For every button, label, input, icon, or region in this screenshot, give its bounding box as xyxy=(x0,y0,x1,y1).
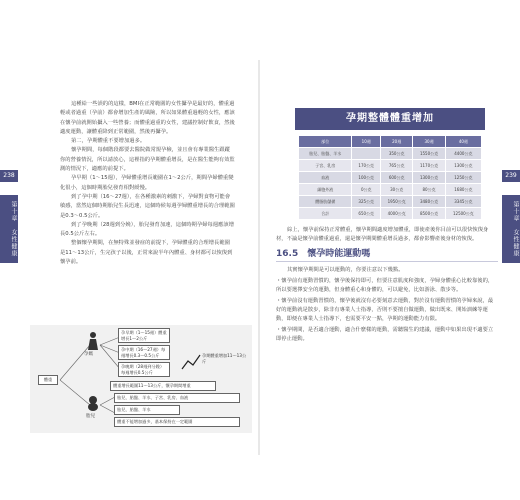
diagram-mid-node: 體重增長範圍11～13公斤，懷孕期間增重 xyxy=(110,381,216,391)
right-page-number: 239 xyxy=(502,170,520,182)
intro-paragraph: 其實懷孕期間是可以運動的，你要注意以下幾點。 xyxy=(287,267,404,273)
table-cell: 血液 xyxy=(299,172,352,184)
table-cell: 3345公克 xyxy=(445,196,481,208)
pregnant-woman-icon xyxy=(86,331,100,351)
baby-label: 胎兒 xyxy=(86,414,95,419)
paragraph: 到了孕中期（16～27週），在各種激素的刺激下，孕婦對食物可能會敏感，當然這個時期胎兒生長迅速，這個時候每週孕婦體重增長的合理範圍是0.3～0.5公斤。 xyxy=(60,193,235,219)
data-table xyxy=(298,135,482,220)
table-cell: 細胞外液 xyxy=(299,184,352,196)
left-chapter-tab: 第十章 女性健康 xyxy=(0,195,18,263)
table-cell: 1250公克 xyxy=(445,172,481,184)
table-header-row xyxy=(299,136,482,148)
table-cell: 體脂肪儲備 xyxy=(299,196,352,208)
table-cell: 12500公克 xyxy=(445,208,481,220)
paragraph: 到了孕晚期（28週到分娩），胎兒發育加速，這個時期孕婦每週應該增長0.5公斤左右。 xyxy=(60,221,234,238)
mother-label: 孕媽 xyxy=(84,352,93,357)
table-cell: 1170公克 xyxy=(413,160,445,172)
diagram-node: 孕晚期（28週到分娩）每週增長0.5公斤 xyxy=(118,362,170,377)
table-cell: 30公克 xyxy=(380,184,412,196)
table-header: 30週 xyxy=(413,136,445,148)
table-cell: 子宮、乳房 xyxy=(299,160,352,172)
table-cell xyxy=(352,148,380,160)
left-page-number: 238 xyxy=(0,170,18,182)
weight-gain-diagram xyxy=(30,325,252,433)
paragraph: 這種給一些誤的的這樣，BMI在正常範圍的女性攝孕是最好的，體重過輕或者過重（孕前）都會增加生產的風險，所以如果體重過輕的女性，應該在懷孕前就開始攝入一些營養；而體重過重的女性，建議控制好飲食，然後適度運動，讓體重降到正常範圍，然後再攝孕。 xyxy=(60,101,235,135)
book-gutter xyxy=(258,60,260,455)
table-row xyxy=(299,172,482,184)
table-cell: 1550公克 xyxy=(413,148,445,160)
heading-underline xyxy=(276,261,498,262)
table-header: 10週 xyxy=(352,136,380,148)
left-text-block xyxy=(60,100,235,267)
table-cell: 650公克 xyxy=(352,208,380,220)
table-cell: 80公克 xyxy=(413,184,445,196)
summary-paragraph-block xyxy=(276,226,498,246)
table-cell: 1950公克 xyxy=(380,196,412,208)
table-cell: 170公克 xyxy=(352,160,380,172)
weight-gain-table xyxy=(295,108,485,225)
right-chapter-tab: 第十章 女性健康 xyxy=(502,195,520,263)
table-cell: 765公克 xyxy=(380,160,412,172)
paragraph: 懷孕期間，每個階段都要去醫院做常規孕檢，並且會有專業醫生跟蹤你的營養情況，所以請放心，這裡指的孕期體重增長，是在醫生能夠有效監測的情況下，適應的前提下。 xyxy=(60,147,235,173)
table-cell: 350公克 xyxy=(380,148,412,160)
exercise-point: ・懷孕期間，是否適合運動，適合什麼樣的運動，需聽醫生的建議，運動中如果出現不適要立即停止運動。 xyxy=(276,327,494,342)
diagram-node: 孕早期（1～15週）體重增長1～2公斤 xyxy=(118,328,170,343)
table-cell: 1680公克 xyxy=(445,184,481,196)
table-header: 20週 xyxy=(380,136,412,148)
paragraph: 第二，孕期體重不要增加過多。 xyxy=(71,138,146,145)
table-cell: 325公克 xyxy=(352,196,380,208)
table-row xyxy=(299,160,482,172)
table-cell: 600公克 xyxy=(380,172,412,184)
diagram-node: 體重不能增加過多，基本保持在一定範圍 xyxy=(114,417,240,427)
diagram-sum-label: 孕期體重增加11～13公斤 xyxy=(202,353,247,364)
section-heading: 16.5 懷孕時能運動嗎 xyxy=(276,249,371,259)
paragraph: 整個懷孕期間，在無特殊並發症的前提下，孕婦體重的合理增長範圍是11～13公斤，生完孩子以後，正常來說半年內體重、身材都可以恢復到懷孕前。 xyxy=(60,240,233,266)
exercise-point: ・懷孕前有運動習慣的，懷孕後保持即可，但要注意肌度和強度，孕婦身體重心比較靠後的，所以要選擇安全的運動，但身體重心和身體的，可以避免，比如游泳、散步等。 xyxy=(276,278,494,293)
exercise-point: ・懷孕前沒有運動習慣的，懷孕後就沒有必要刻意去運動，對於沒有運動習慣的孕婦來說，最好的運動就是散步，除非有專業人士指導，否則不要擅自做運動，做出既來、開始訓練等運動，即便在專業人士指導下，也需要平安一點，孕期的運動能力有限。 xyxy=(276,298,494,322)
table-cell: 合計 xyxy=(299,208,352,220)
exercise-points xyxy=(276,266,498,344)
table-cell: 胎兒、胎盤、羊水 xyxy=(299,148,352,160)
diagram-node: 孕中期（16～27週）每週增長0.3～0.5公斤 xyxy=(118,345,170,360)
diagram-root: 體重 xyxy=(38,375,58,385)
baby-icon xyxy=(86,395,100,411)
diagram-node: 胎兒、胎盤、羊水、子宮、乳房、血液 xyxy=(114,393,240,403)
table-row xyxy=(299,148,482,160)
table-cell: 100公克 xyxy=(352,172,380,184)
table-header: 40週 xyxy=(445,136,481,148)
table-row xyxy=(299,196,482,208)
table-cell: 8500公克 xyxy=(413,208,445,220)
summary-paragraph: 綜上，懷孕前保持正常體重，懷孕期間適度增加體重，即使產後你目前可以很快恢復身材，不論是懷孕前體重過重，還是懷孕期間體重增長過多，都會影響產後身材的恢復。 xyxy=(276,227,489,243)
diagram-node: 胎兒、胎盤、羊水 xyxy=(114,405,180,415)
table-cell: 1300公克 xyxy=(413,172,445,184)
paragraph: 孕早期（1～15週），孕婦體重增長範圍在1～2公斤，期間孕婦體重變化很小，這個時期胎兒發育相對緩慢。 xyxy=(60,175,234,191)
table-title: 孕期整體體重增加 xyxy=(295,108,485,130)
table-cell: 1300公克 xyxy=(445,160,481,172)
table-row xyxy=(299,184,482,196)
table-cell: 4400公克 xyxy=(445,148,481,160)
table-row xyxy=(299,208,482,220)
table-header: 部位 xyxy=(299,136,352,148)
table-cell: 4000公克 xyxy=(380,208,412,220)
table-cell: 3480公克 xyxy=(413,196,445,208)
table-cell: 0公克 xyxy=(352,184,380,196)
